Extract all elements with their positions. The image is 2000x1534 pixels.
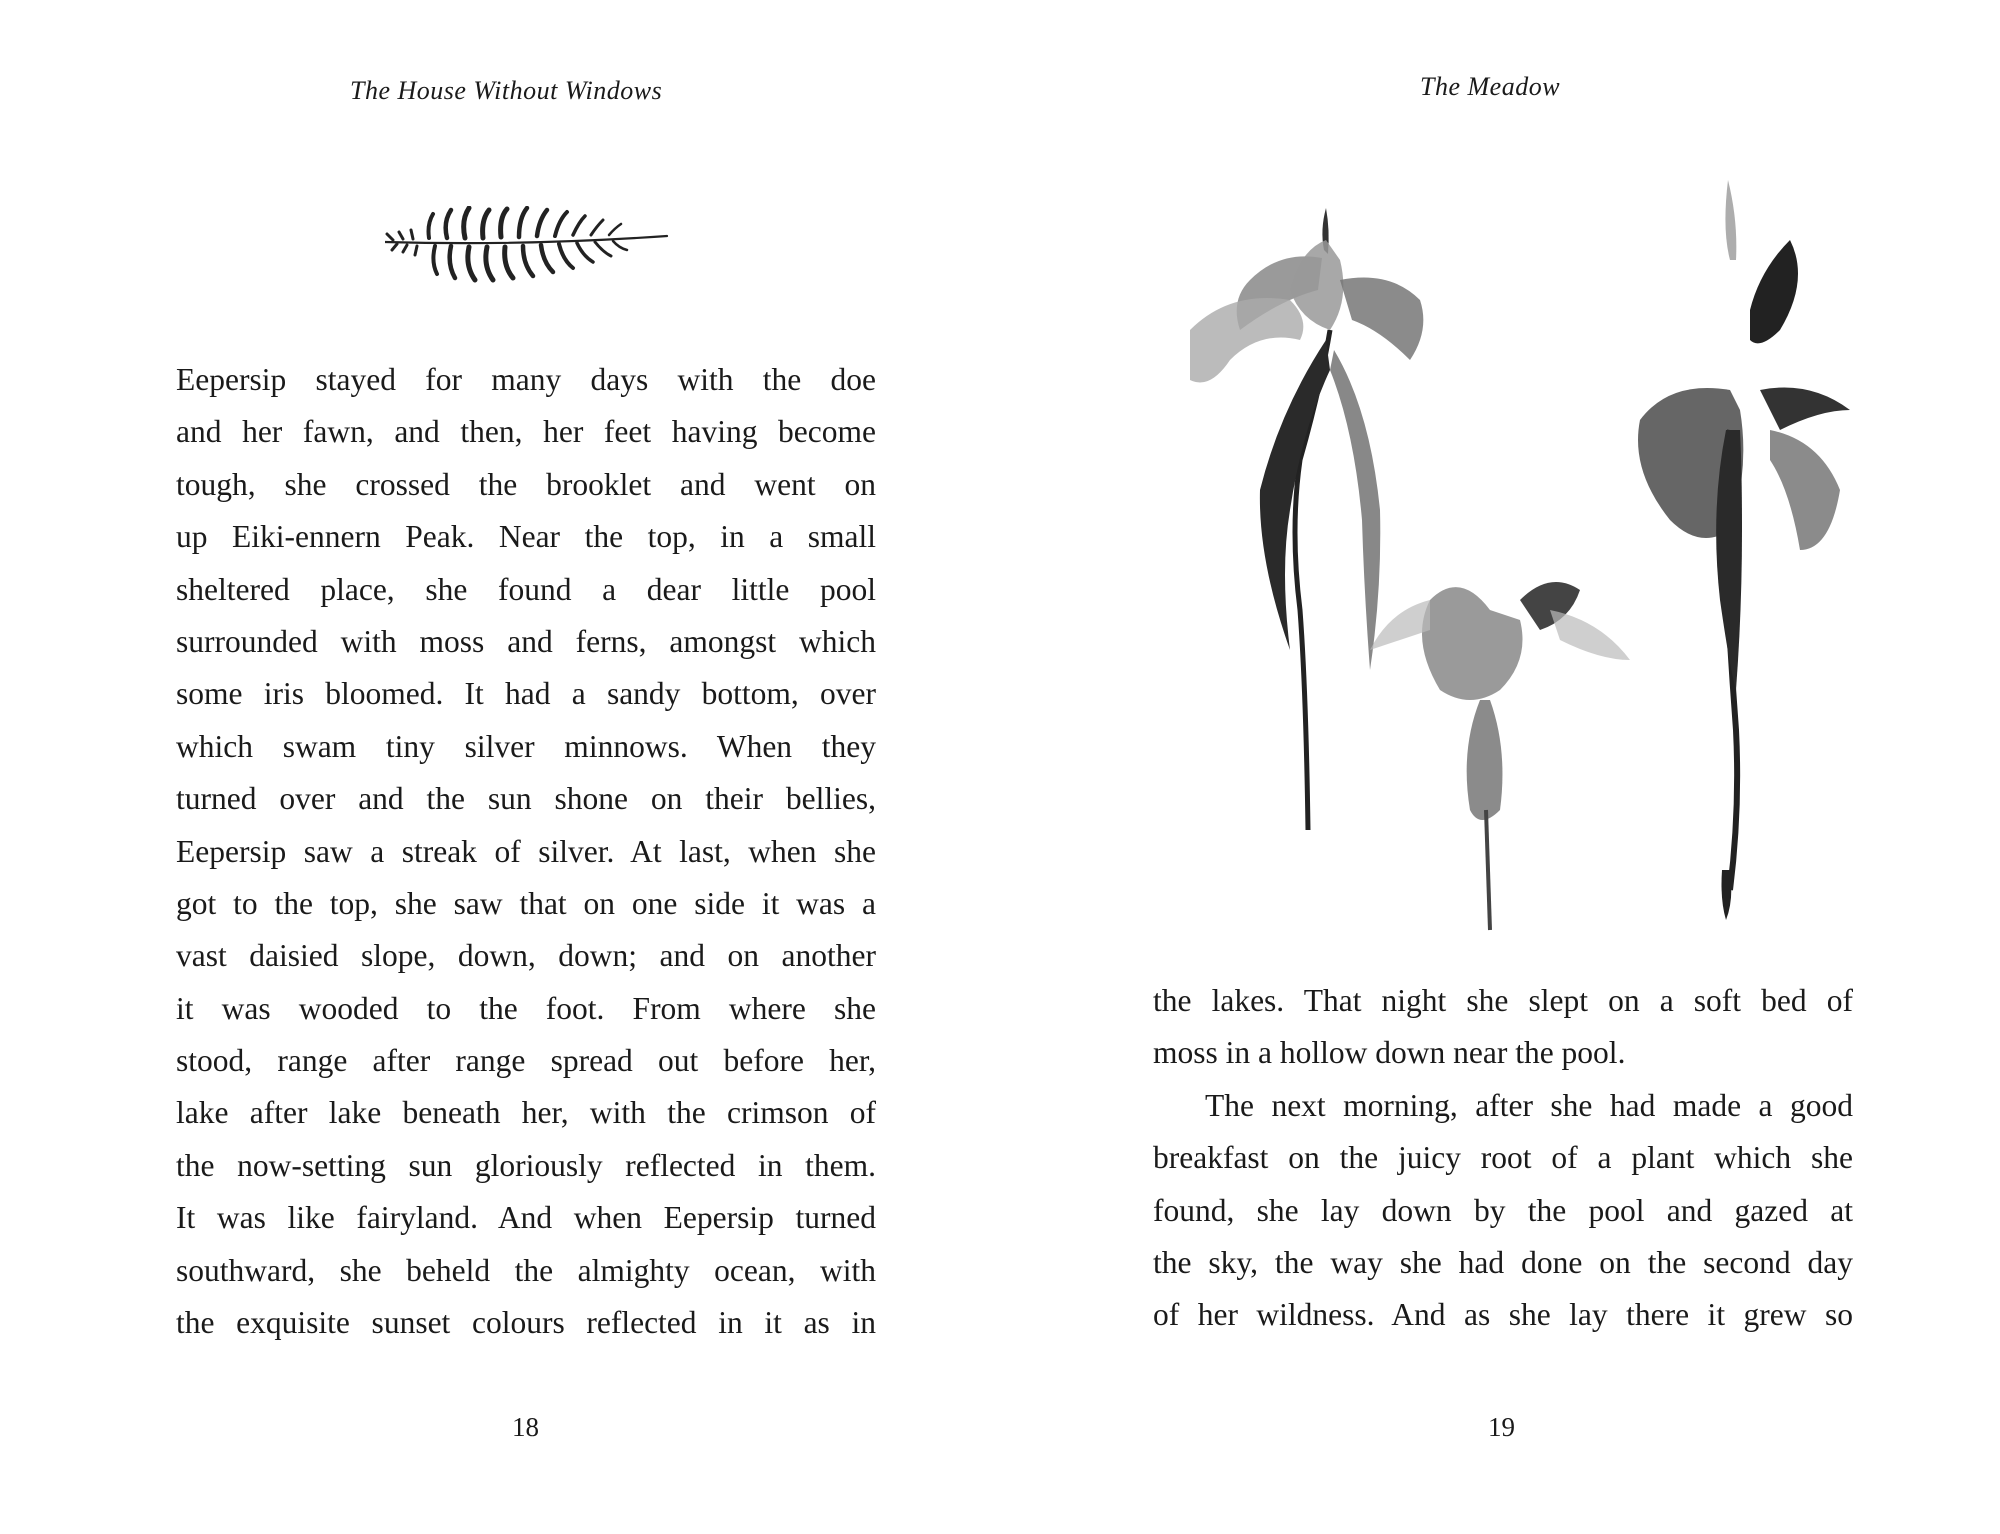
running-head-left: The House Without Windows (350, 76, 663, 105)
text-line: found, she lay down by the pool and gazed at (1153, 1192, 1853, 1228)
text-line: Eepersip stayed for many days with the doe (176, 362, 876, 397)
page-number-left: 18 (512, 1412, 539, 1442)
text-line: Eepersip saw a streak of silver. At last, when she (176, 833, 876, 869)
text-line: sheltered place, she found a dear little pool (176, 571, 876, 607)
page-number-right: 19 (1488, 1412, 1515, 1442)
text-line: and her fawn, and then, her feet having become (176, 414, 876, 450)
text-line: surrounded with moss and ferns, amongst which (176, 623, 876, 659)
text-line: tough, she crossed the brooklet and went on (176, 466, 876, 502)
text-line: vast daisied slope, down, down; and on another (176, 938, 876, 974)
left-iris-icon (1190, 208, 1423, 830)
text-line: the exquisite sunset colours reflected in it as in (176, 1305, 876, 1341)
text-line: some iris bloomed. It had a sandy bottom, over (176, 676, 876, 712)
text-line: stood, range after range spread out before her, (176, 1043, 876, 1079)
iris-flowers-illustration (1130, 130, 1890, 950)
text-line: lake after lake beneath her, with the crimson of (176, 1095, 876, 1131)
text-line: the lakes. That night she slept on a soft bed of (1153, 983, 1853, 1018)
text-line: It was like fairyland. And when Eepersip turned (176, 1200, 876, 1236)
text-line: up Eiki-ennern Peak. Near the top, in a small (176, 519, 876, 555)
running-head-right: The Meadow (1420, 72, 1561, 101)
text-line: southward, she beheld the almighty ocean, with (176, 1252, 876, 1288)
middle-iris-icon (1370, 582, 1630, 930)
text-line: the sky, the way she had done on the second day (1153, 1244, 1853, 1280)
right-page (1000, 0, 2000, 1534)
text-line: got to the top, she saw that on one side it was a (176, 885, 876, 921)
text-line: it was wooded to the foot. From where she (176, 990, 876, 1026)
text-line: The next morning, after she had made a good (1205, 1087, 1853, 1123)
text-line: turned over and the sun shone on their bellies, (176, 781, 876, 817)
text-line: the now-setting sun gloriously reflected in them. (176, 1147, 876, 1183)
text-line: of her wildness. And as she lay there it grew so (1153, 1297, 1853, 1333)
fern-ornament-icon (385, 206, 670, 286)
right-iris-icon (1638, 180, 1850, 920)
body-text-right (1153, 975, 1853, 1342)
text-line: which swam tiny silver minnows. When they (176, 728, 876, 764)
body-text-left (176, 354, 876, 1349)
text-line: moss in a hollow down near the pool. (1153, 1035, 1626, 1071)
text-line: breakfast on the juicy root of a plant which she (1153, 1140, 1853, 1176)
